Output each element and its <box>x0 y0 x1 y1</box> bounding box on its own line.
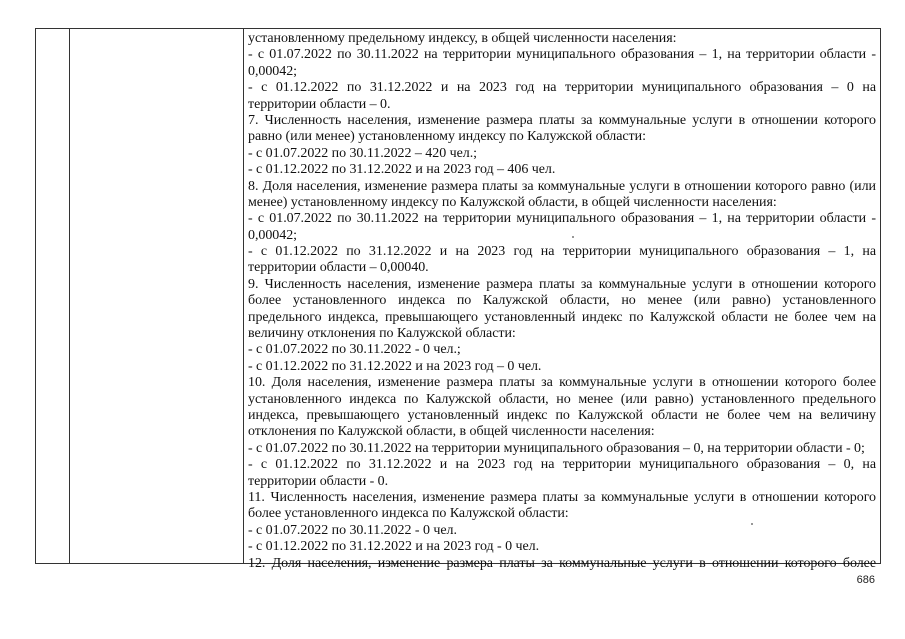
text-line: - с 01.07.2022 по 30.11.2022 - 0 чел. <box>248 522 457 538</box>
text-line: индекса, превышающего установленный индекс по Калужской области не более чем на величину <box>248 407 876 423</box>
text-line: - с 01.12.2022 по 31.12.2022 и на 2023 год – 0 чел. <box>248 358 542 374</box>
text-line: отклонения по Калужской области, в общей численности населения: <box>248 424 655 440</box>
text-line: 8. Доля населения, изменение размера платы за коммунальные услуги в отношении которого равно (или <box>248 178 876 194</box>
text-line: - с 01.12.2022 по 31.12.2022 и на 2023 год на территории муниципального образования – 0 на <box>248 80 876 96</box>
text-line: - с 01.07.2022 по 30.11.2022 на территории муниципального образования – 0, на территории области - 0; <box>248 440 865 456</box>
text-line: более установленного индекса по Калужской области, но менее (или равно) установленного <box>248 293 876 309</box>
text-line: 12. Доля населения, изменение размера платы за коммунальные услуги в отношении которого более <box>248 555 876 571</box>
text-line: - с 01.12.2022 по 31.12.2022 и на 2023 год на территории муниципального образования – 0, на <box>248 457 876 473</box>
text-line: установленному предельному индексу, в общей численности населения: <box>248 31 677 46</box>
table-cell-text <box>248 31 876 572</box>
text-line: равно (или менее) установленному индексу по Калужской области: <box>248 129 646 145</box>
text-line: 0,00042; <box>248 63 297 79</box>
table-column-divider <box>243 28 244 564</box>
page-number: 686 <box>856 574 875 586</box>
text-line: - с 01.07.2022 по 30.11.2022 - 0 чел.; <box>248 342 461 358</box>
scan-speck <box>751 523 753 525</box>
text-line: - с 01.07.2022 по 30.11.2022 – 420 чел.; <box>248 145 477 161</box>
text-line: - с 01.12.2022 по 31.12.2022 и на 2023 год - 0 чел. <box>248 539 540 555</box>
text-line: 9. Численность населения, изменение размера платы за коммунальные услуги в отношении которого <box>248 276 876 292</box>
text-line: - с 01.12.2022 по 31.12.2022 и на 2023 год на территории муниципального образования – 1, на <box>248 244 876 260</box>
text-line: территории области - 0. <box>248 473 389 489</box>
text-line: территории области – 0,00040. <box>248 260 429 276</box>
text-line: - с 01.12.2022 по 31.12.2022 и на 2023 год – 406 чел. <box>248 162 556 178</box>
scan-speck <box>572 236 574 238</box>
text-line: величину отклонения по Калужской области: <box>248 326 516 342</box>
text-line: 0,00042; <box>248 227 297 243</box>
text-line: установленного индекса по Калужской области, но менее (или равно) установленного предельного <box>248 391 876 407</box>
text-line: - с 01.07.2022 по 30.11.2022 на территории муниципального образования – 1, на территории области - <box>248 211 876 227</box>
text-line: 7. Численность населения, изменение размера платы за коммунальные услуги в отношении которого <box>248 112 876 128</box>
text-line: предельного индекса, превышающего установленный индекс по Калужской области не более чем на <box>248 309 876 325</box>
text-line: 10. Доля населения, изменение размера платы за коммунальные услуги в отношении которого более <box>248 375 876 391</box>
text-line: - с 01.07.2022 по 30.11.2022 на территории муниципального образования – 1, на территории области - <box>248 47 876 63</box>
text-line: 11. Численность населения, изменение размера платы за коммунальные услуги в отношении которого <box>248 489 876 505</box>
text-line: менее) установленному индексу по Калужской области, в общей численности населения: <box>248 194 777 210</box>
text-line: более установленного индекса по Калужской области: <box>248 506 569 522</box>
table-column-divider <box>69 28 70 564</box>
text-line: территории области – 0. <box>248 96 391 112</box>
